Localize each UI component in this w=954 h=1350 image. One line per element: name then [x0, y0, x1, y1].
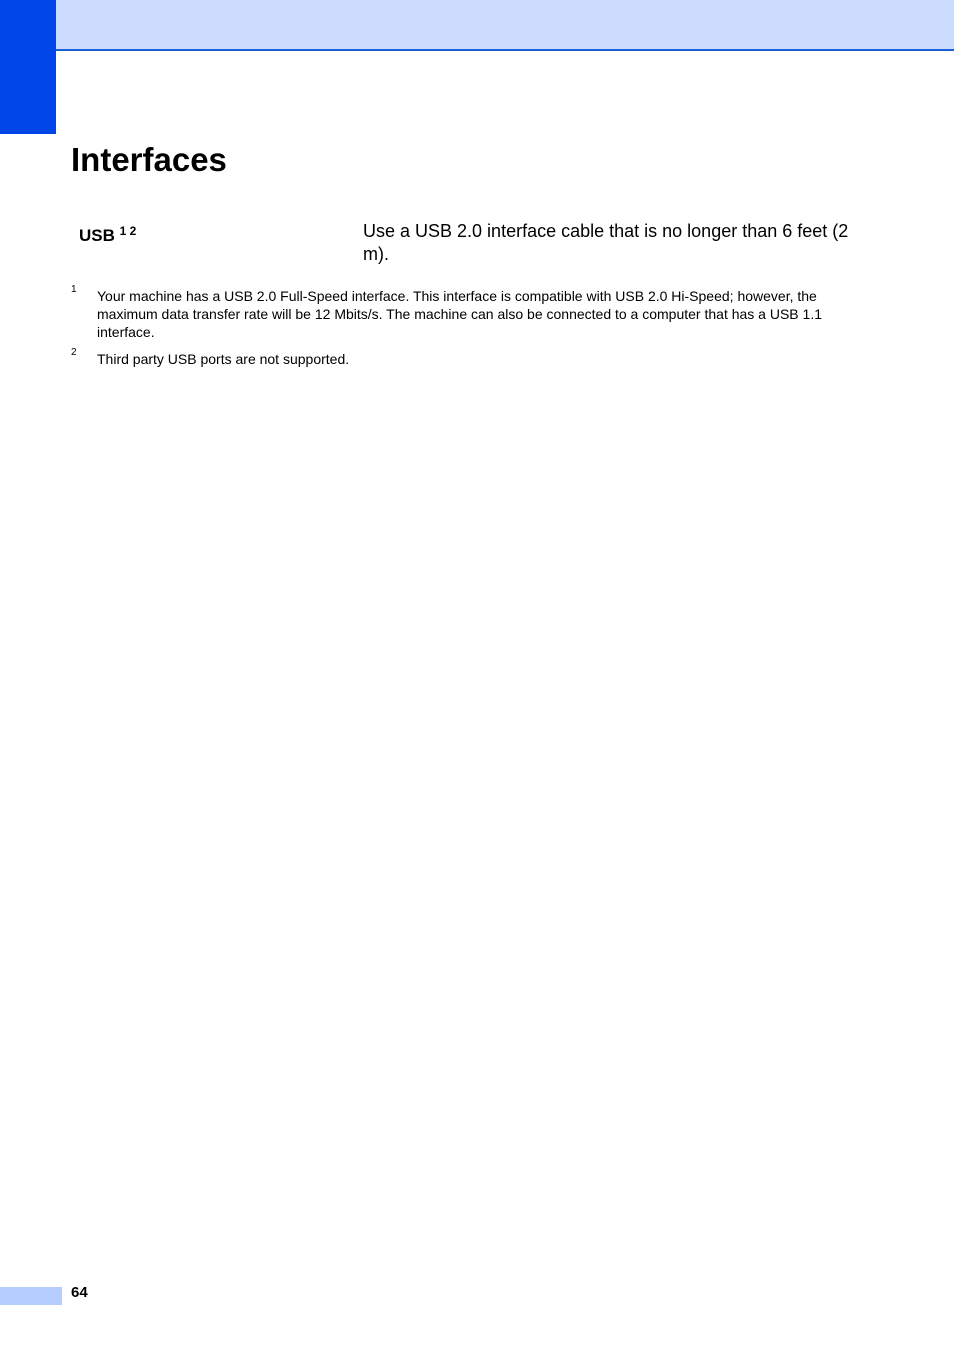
page-number: 64	[71, 1284, 88, 1301]
footnote-text: Your machine has a USB 2.0 Full-Speed interface. This interface is compatible with USB 2.0 Hi-Speed; however, the maximum data transfer rate will be 12 Mbits/s. The machine can also be connected to a computer that has a USB 1.1 interface.	[97, 288, 822, 340]
spec-label	[79, 224, 136, 246]
header-band	[56, 0, 954, 51]
footnote-number: 1	[71, 284, 77, 295]
spec-value: Use a USB 2.0 interface cable that is no longer than 6 feet (2 m).	[363, 221, 849, 264]
spec-label-footnote-refs: 1 2	[119, 224, 137, 238]
footnote-text: Third party USB ports are not supported.	[97, 351, 350, 367]
page-title: Interfaces	[71, 141, 227, 178]
chapter-side-tab	[0, 0, 56, 134]
spec-label-text: USB	[79, 226, 115, 245]
footnote-number: 2	[71, 347, 77, 358]
page-number-band	[0, 1287, 62, 1305]
